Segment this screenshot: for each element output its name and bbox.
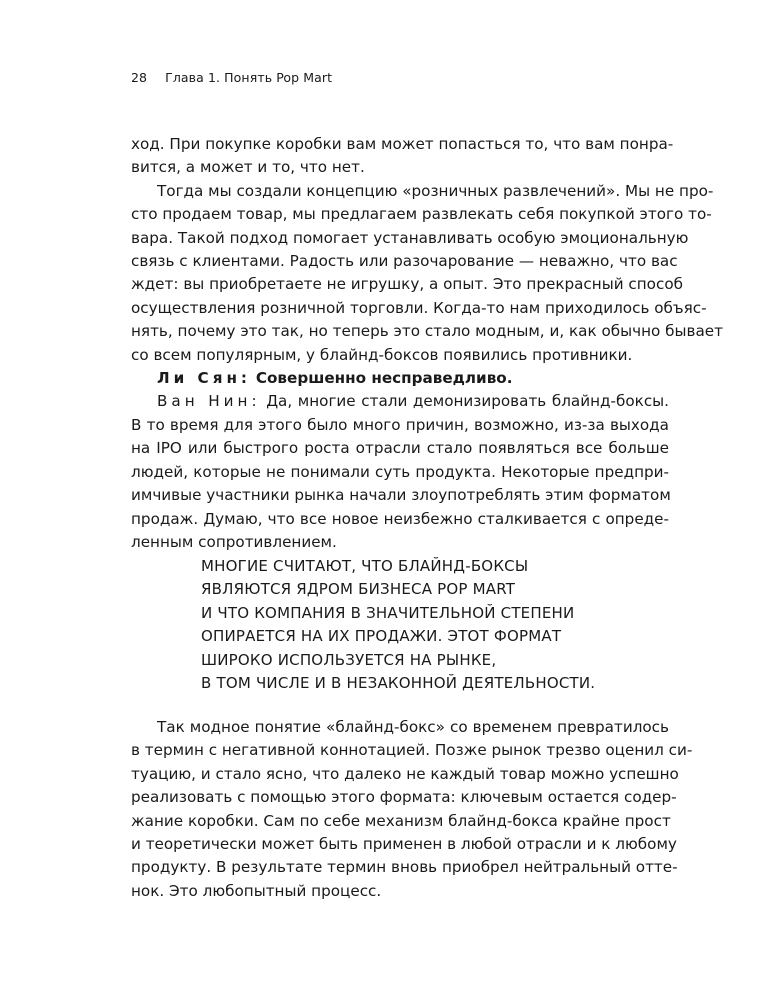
- text-line: жание коробки. Сам по себе механизм блайнд-бокса крайне прост: [131, 811, 671, 830]
- text-line: на IPO или быстрого роста отрасли стало появляться все больше: [131, 439, 669, 458]
- paragraph-5: [131, 716, 693, 903]
- text-line: В то время для этого было много причин, возможно, из-за выхода: [131, 415, 669, 434]
- text-line: имчивые участники рынка начали злоупотреблять этим форматом: [131, 486, 671, 505]
- paragraph-4-dialogue: [131, 390, 669, 554]
- text-line: туацию, и стало ясно, что далеко не каждый товар можно успешно: [131, 764, 679, 783]
- paragraph-3-dialogue: [131, 367, 669, 390]
- text-line: продукту. В результате термин вновь приобрел нейтральный отте-: [131, 858, 678, 877]
- text-line: вится, а может и то, что нет.: [131, 158, 365, 177]
- text-line: Тогда мы создали концепцию «розничных развлечений». Мы не про-: [157, 181, 714, 200]
- text-line: ждет: вы приобретаете не игрушку, а опыт. Это прекрасный способ: [131, 275, 683, 294]
- chapter-title: Глава 1. Понять Pop Mart: [165, 70, 333, 85]
- text-line: продаж. Думаю, что все новое неизбежно сталкивается с опреде-: [131, 509, 669, 528]
- text-line: Так модное понятие «блайнд-бокс» со временем превратилось: [157, 718, 669, 736]
- text-line: осуществления розничной торговли. Когда-то нам приходилось объяс-: [131, 298, 707, 317]
- text-line: со всем популярным, у блайнд-боксов появились противники.: [131, 345, 633, 364]
- pull-quote-line: ШИРОКО ИСПОЛЬЗУЕТСЯ НА РЫНКЕ,: [201, 650, 497, 669]
- speaker-name-li-xiang: Ли Сян:: [157, 369, 252, 388]
- pull-quote-line: МНОГИЕ СЧИТАЮТ, ЧТО БЛАЙНД-БОКСЫ: [201, 557, 529, 575]
- text-line: сто продаем товар, мы предлагаем развлекать себя покупкой этого то-: [131, 205, 712, 224]
- pull-quote-line: В ТОМ ЧИСЛЕ И В НЕЗАКОННОЙ ДЕЯТЕЛЬНОСТИ.: [201, 674, 596, 693]
- main-text-block: [131, 133, 723, 554]
- dialogue-text: Да, многие стали демонизировать блайнд-боксы.: [266, 392, 669, 411]
- page-number: 28: [131, 70, 148, 85]
- text-line: вара. Такой подход помогает устанавливать особую эмоциональную: [131, 228, 689, 247]
- text-line: ход. При покупке коробки вам может попасться то, что вам понра-: [131, 135, 674, 153]
- text-line: [131, 390, 669, 413]
- running-header: [131, 70, 332, 85]
- text-line: нять, почему это так, но теперь это стало модным, и, как обычно бывает: [131, 322, 723, 341]
- text-line: реализовать с помощью этого формата: ключевым остается содер-: [131, 788, 677, 807]
- speaker-name-wang-ning: Ван Нин:: [157, 392, 261, 411]
- paragraph-1: [131, 133, 674, 180]
- dialogue-text: Совершенно несправедливо.: [255, 369, 513, 388]
- paragraph-2: [131, 180, 723, 367]
- text-line: связь с клиентами. Радость или разочарование — неважно, что вас: [131, 252, 678, 271]
- text-line: нок. Это любопытный процесс.: [131, 881, 382, 900]
- pull-quote-line: ЯВЛЯЮТСЯ ЯДРОМ БИЗНЕСА POP MART: [201, 580, 516, 599]
- pull-quote: [201, 555, 621, 695]
- text-line: ленным сопротивлением.: [131, 532, 337, 551]
- main-text-block-2: [131, 716, 693, 903]
- pull-quote-line: ОПИРАЕТСЯ НА ИХ ПРОДАЖИ. ЭТОТ ФОРМАТ: [201, 627, 562, 646]
- text-line: людей, которые не понимали суть продукта. Некоторые предпри-: [131, 462, 669, 481]
- pull-quote-line: И ЧТО КОМПАНИЯ В ЗНАЧИТЕЛЬНОЙ СТЕПЕНИ: [201, 603, 575, 622]
- text-line: и теоретически может быть применен в любой отрасли и к любому: [131, 835, 677, 854]
- text-line: в термин с негативной коннотацией. Позже рынок трезво оценил си-: [131, 741, 693, 760]
